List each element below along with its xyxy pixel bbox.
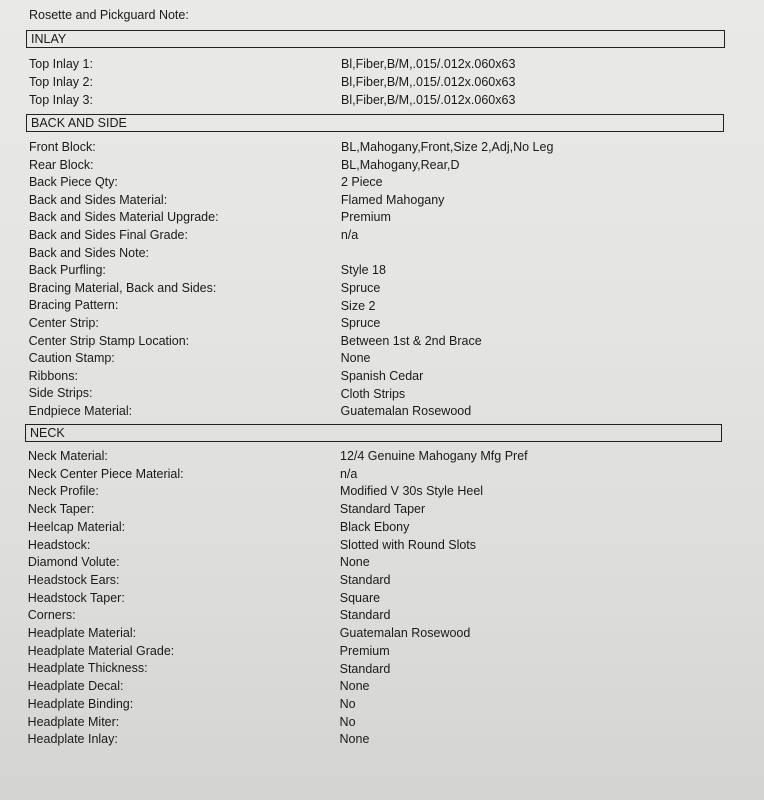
spec-row bbox=[29, 368, 749, 384]
spec-label: Neck Material: bbox=[28, 449, 108, 463]
spec-label: Corners: bbox=[27, 608, 76, 623]
spec-label: Headplate Material: bbox=[27, 626, 137, 640]
section-header-back-and-side: BACK AND SIDE bbox=[26, 114, 724, 132]
spec-label: Headplate Decal: bbox=[27, 679, 124, 694]
section-header-neck: NECK bbox=[25, 424, 722, 442]
spec-value: No bbox=[339, 697, 356, 712]
spec-value: Premium bbox=[339, 643, 390, 658]
spec-value: No bbox=[339, 714, 356, 729]
spec-row bbox=[29, 333, 749, 349]
spec-label: Side Strips: bbox=[28, 386, 93, 401]
spec-row bbox=[28, 714, 748, 730]
spec-row bbox=[29, 245, 749, 261]
spec-row bbox=[28, 572, 748, 588]
spec-value: Bl,Fiber,B/M,.015/.012x.060x63 bbox=[341, 93, 516, 107]
spec-label: Back Piece Qty: bbox=[28, 175, 118, 190]
spec-label: Back and Sides Material Upgrade: bbox=[28, 210, 219, 225]
spec-label: Top Inlay 3: bbox=[29, 93, 93, 107]
spec-row bbox=[29, 262, 749, 278]
spec-row bbox=[28, 483, 748, 499]
spec-row bbox=[28, 625, 748, 641]
spec-label: Center Strip Stamp Location: bbox=[28, 333, 190, 348]
spec-label: Endpiece Material: bbox=[28, 404, 133, 418]
spec-value: Standard Taper bbox=[339, 502, 426, 517]
spec-label: Bracing Pattern: bbox=[28, 298, 119, 313]
spec-label: Headplate Material Grade: bbox=[27, 643, 175, 658]
spec-label: Neck Taper: bbox=[27, 502, 95, 517]
spec-row bbox=[29, 280, 749, 296]
spec-value: Bl,Fiber,B/M,.015/.012x.060x63 bbox=[341, 75, 516, 89]
spec-value: None bbox=[339, 732, 370, 747]
spec-value: Slotted with Round Slots bbox=[339, 537, 477, 552]
spec-label: Top Inlay 1: bbox=[29, 57, 93, 71]
spec-label: Bracing Material, Back and Sides: bbox=[28, 280, 217, 295]
spec-value: Spanish Cedar bbox=[340, 369, 424, 384]
spec-label: Headplate Miter: bbox=[27, 714, 120, 729]
spec-label: Headstock Ears: bbox=[27, 572, 120, 587]
spec-row bbox=[28, 731, 748, 747]
spec-value: Size 2 bbox=[340, 298, 376, 313]
spec-label: Back and Sides Note: bbox=[28, 245, 150, 260]
spec-label: Headplate Binding: bbox=[27, 696, 134, 711]
spec-value: BL,Mahogany,Front,Size 2,Adj,No Leg bbox=[341, 140, 554, 154]
spec-row bbox=[28, 660, 748, 676]
spec-value: 12/4 Genuine Mahogany Mfg Pref bbox=[340, 449, 528, 463]
spec-row bbox=[28, 607, 748, 623]
rosette-pickguard-note-label: Rosette and Pickguard Note: bbox=[29, 8, 189, 22]
spec-value: Square bbox=[339, 590, 381, 605]
spec-row bbox=[29, 227, 749, 243]
spec-value: BL,Mahogany,Rear,D bbox=[340, 157, 460, 172]
spec-label: Heelcap Material: bbox=[27, 519, 126, 534]
spec-label: Top Inlay 2: bbox=[29, 75, 93, 89]
spec-value: Standard bbox=[339, 608, 391, 623]
spec-label: Headstock: bbox=[27, 537, 91, 552]
spec-value: Spruce bbox=[340, 316, 381, 331]
spec-value: Between 1st & 2nd Brace bbox=[340, 333, 482, 348]
spec-label: Back Purfling: bbox=[28, 263, 106, 278]
spec-row bbox=[28, 501, 748, 517]
spec-row bbox=[29, 385, 749, 401]
spec-label: Center Strip: bbox=[28, 316, 99, 330]
spec-row bbox=[29, 139, 749, 155]
spec-row bbox=[29, 403, 749, 419]
spec-row bbox=[29, 92, 749, 108]
spec-label: Back and Sides Material: bbox=[28, 192, 168, 207]
spec-label: Ribbons: bbox=[28, 368, 78, 383]
spec-value: Black Ebony bbox=[339, 519, 410, 534]
spec-value: Cloth Strips bbox=[340, 386, 406, 401]
spec-value: Standard bbox=[339, 661, 391, 676]
spec-row bbox=[29, 56, 749, 72]
spec-label: Diamond Volute: bbox=[27, 555, 120, 570]
spec-row bbox=[28, 696, 748, 712]
spec-row bbox=[29, 209, 749, 225]
spec-row bbox=[28, 554, 748, 570]
spec-value: Guatemalan Rosewood bbox=[339, 626, 471, 641]
spec-label: Neck Profile: bbox=[27, 484, 99, 499]
spec-row bbox=[29, 74, 749, 90]
spec-value: None bbox=[339, 555, 370, 570]
spec-label: Back and Sides Final Grade: bbox=[28, 228, 188, 242]
spec-value: None bbox=[340, 351, 371, 366]
spec-row bbox=[28, 537, 748, 553]
spec-label: Headplate Inlay: bbox=[27, 732, 118, 747]
spec-value: 2 Piece bbox=[340, 175, 383, 190]
spec-value: Premium bbox=[340, 210, 391, 225]
spec-value: Guatemalan Rosewood bbox=[340, 404, 472, 419]
spec-label: Front Block: bbox=[29, 140, 96, 154]
spec-row bbox=[28, 590, 748, 606]
spec-label: Headplate Thickness: bbox=[27, 661, 148, 676]
spec-row bbox=[29, 350, 749, 366]
spec-label: Caution Stamp: bbox=[28, 351, 115, 366]
spec-row bbox=[28, 519, 748, 535]
spec-value: Spruce bbox=[340, 280, 381, 295]
spec-value: Modified V 30s Style Heel bbox=[339, 484, 484, 499]
spec-value: Bl,Fiber,B/M,.015/.012x.060x63 bbox=[341, 57, 516, 71]
spec-value: Style 18 bbox=[340, 263, 386, 278]
spec-value: n/a bbox=[340, 228, 359, 243]
spec-value: None bbox=[339, 679, 370, 694]
spec-row bbox=[28, 678, 748, 694]
spec-label: Headstock Taper: bbox=[27, 590, 125, 605]
spec-label: Rear Block: bbox=[28, 157, 94, 172]
spec-value: Flamed Mahogany bbox=[340, 192, 445, 207]
spec-row bbox=[29, 157, 749, 173]
spec-value: Standard bbox=[339, 573, 391, 588]
spec-row bbox=[29, 174, 749, 190]
spec-value: n/a bbox=[339, 466, 358, 481]
spec-row bbox=[29, 192, 749, 208]
spec-row bbox=[28, 643, 748, 659]
spec-row bbox=[29, 297, 749, 313]
section-header-inlay: INLAY bbox=[26, 30, 725, 48]
spec-row bbox=[29, 315, 749, 331]
spec-label: Neck Center Piece Material: bbox=[27, 466, 184, 481]
spec-row bbox=[28, 466, 748, 482]
spec-row bbox=[28, 448, 748, 464]
